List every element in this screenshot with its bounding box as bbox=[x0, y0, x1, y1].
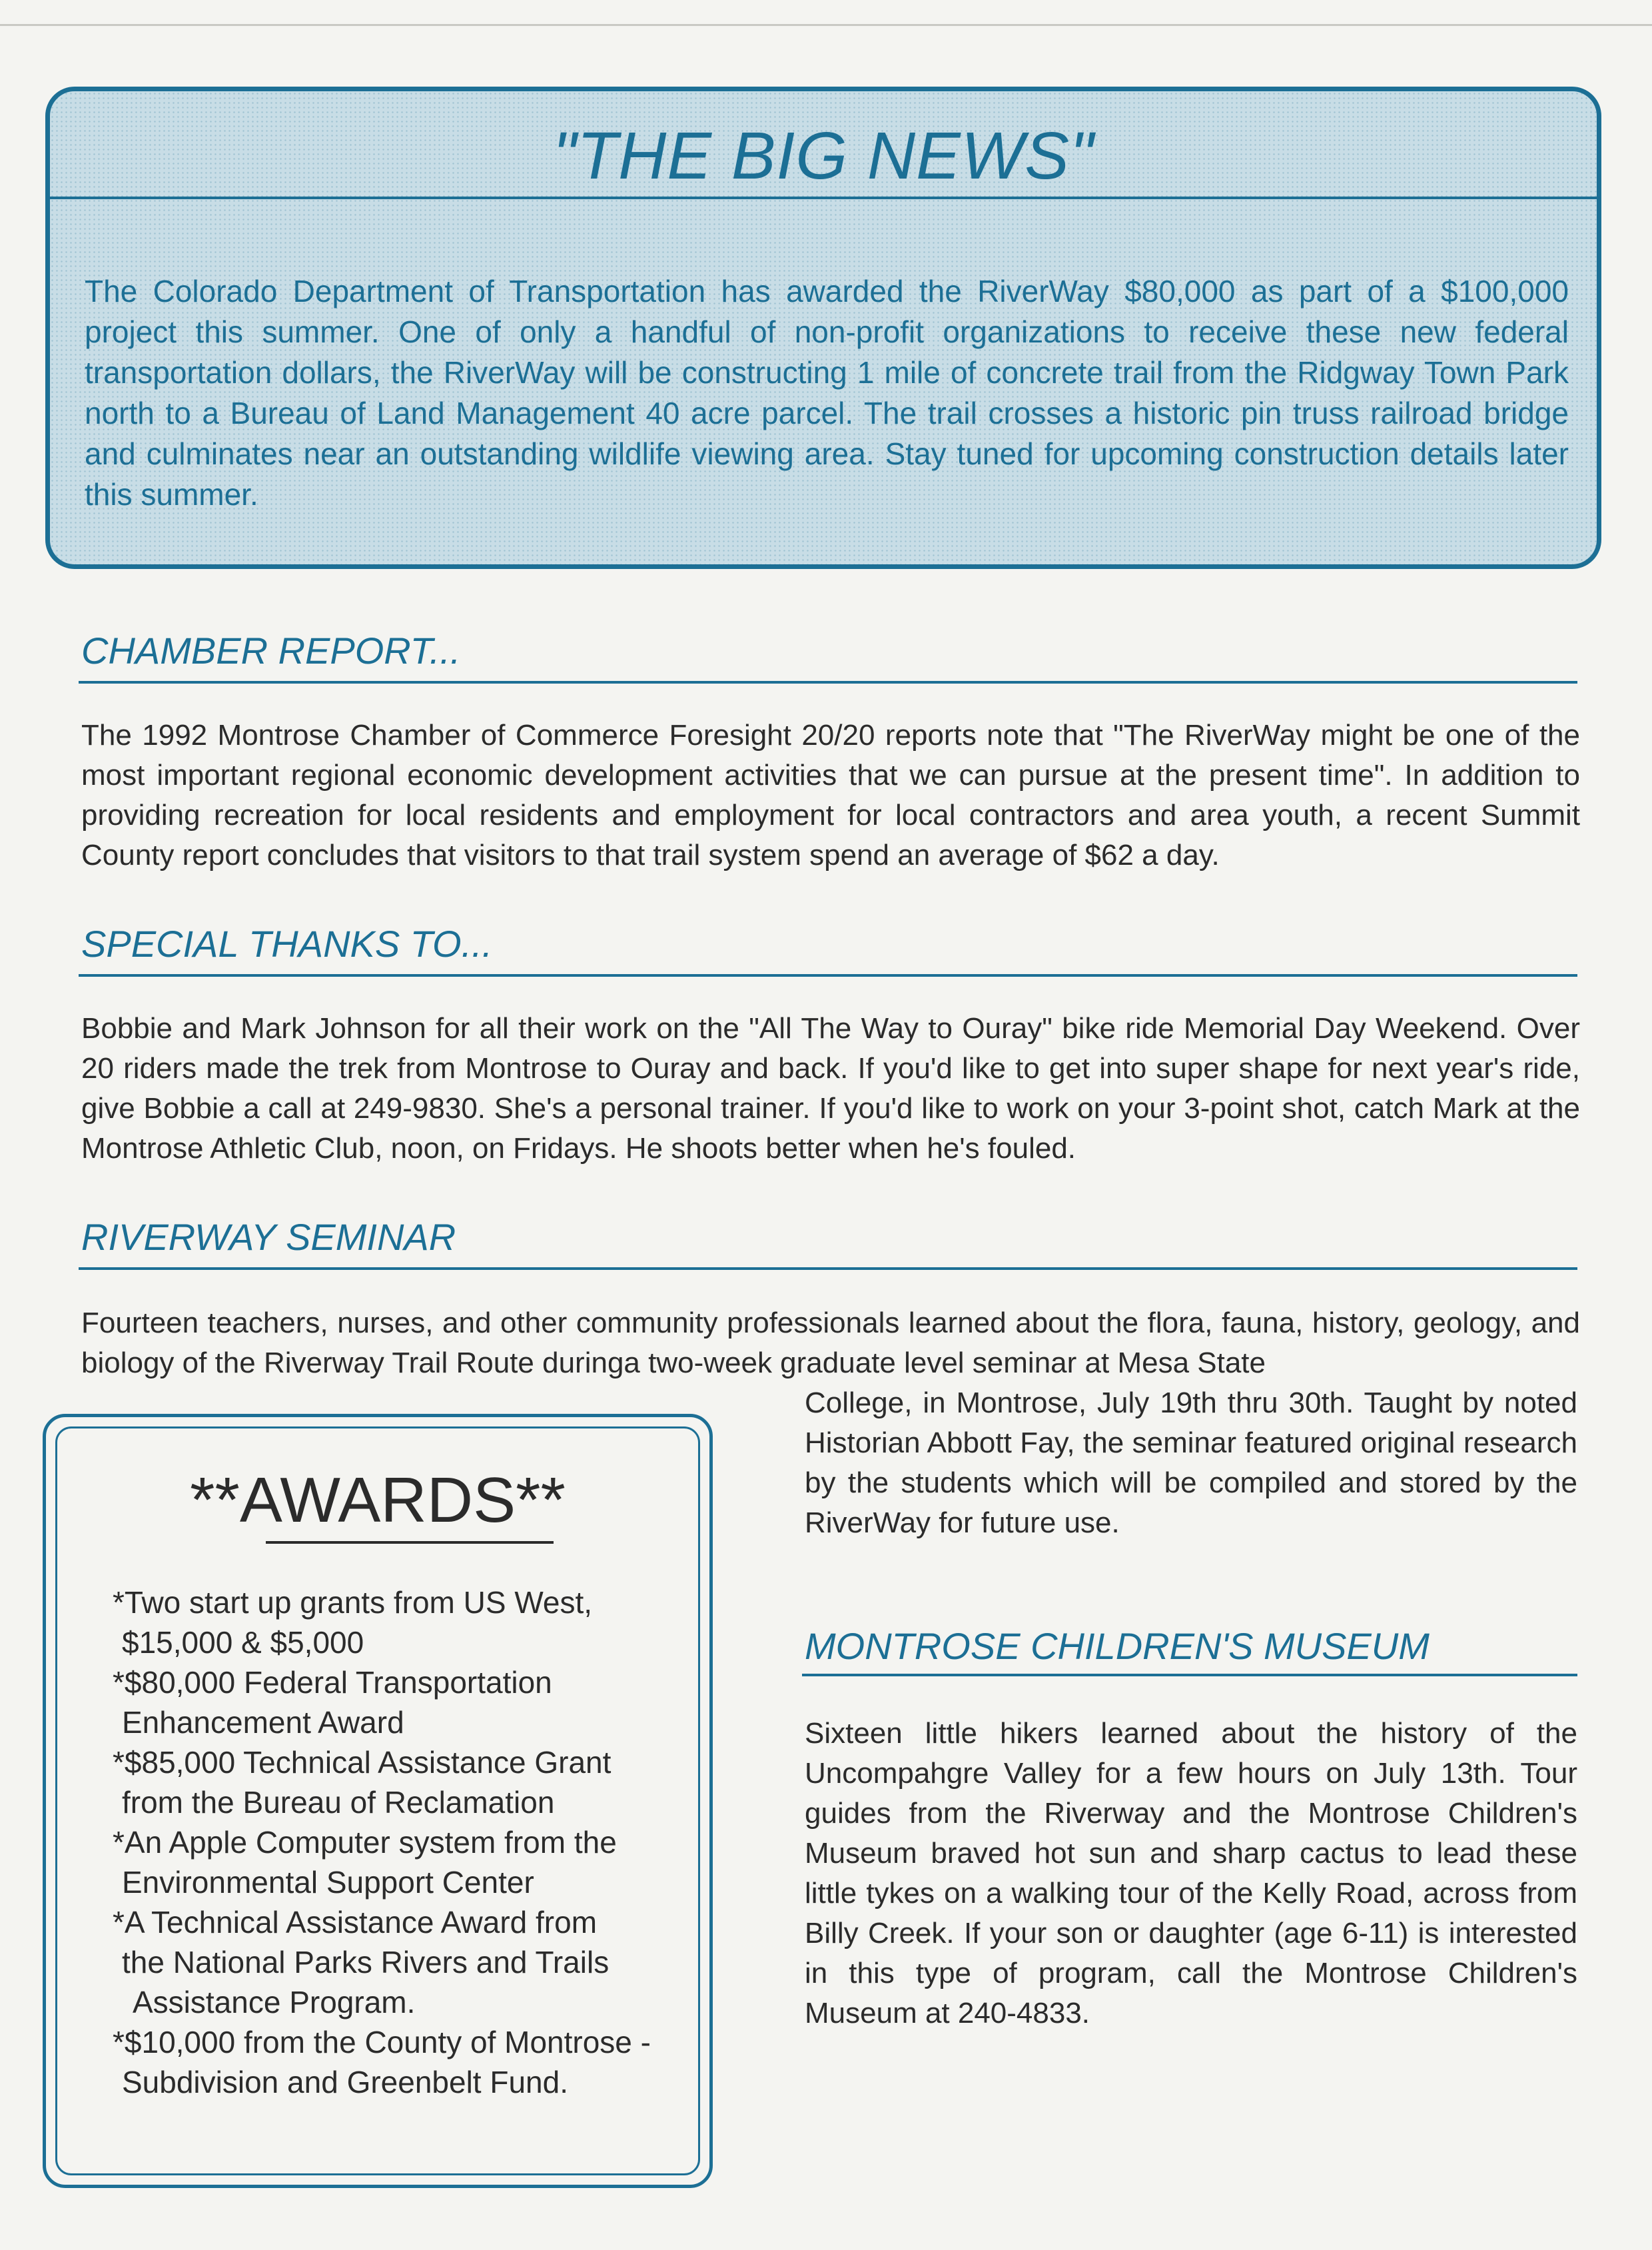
award-line-2: Environmental Support Center bbox=[122, 1865, 534, 1900]
childrens-museum-heading: MONTROSE CHILDREN'S MUSEUM bbox=[805, 1625, 1430, 1667]
riverway-seminar-text-intro: Fourteen teachers, nurses, and other community professionals learned about the flora, fauna, history, geology, and biology of the Riverway Trail Route duringa two-week graduate level seminar at Mesa State bbox=[81, 1307, 1580, 1379]
awards-title-prefix: ** bbox=[190, 1464, 240, 1536]
award-line-2: $15,000 & $5,000 bbox=[122, 1625, 364, 1660]
awards-box bbox=[43, 1414, 713, 2188]
riverway-seminar-rule bbox=[79, 1267, 1577, 1270]
awards-list bbox=[113, 1582, 699, 2102]
list-item bbox=[113, 1902, 699, 2022]
award-line-1: *$80,000 Federal Transportation bbox=[113, 1665, 552, 1700]
page-edge bbox=[0, 24, 1652, 26]
riverway-seminar-heading: RIVERWAY SEMINAR bbox=[81, 1216, 456, 1258]
awards-title-underline bbox=[266, 1541, 554, 1544]
awards-title-word: AWARDS bbox=[239, 1464, 516, 1536]
award-line-1: *A Technical Assistance Award from bbox=[113, 1905, 598, 1940]
awards-title bbox=[46, 1464, 709, 1537]
big-news-box bbox=[45, 87, 1601, 569]
special-thanks-rule bbox=[79, 974, 1577, 977]
big-news-divider bbox=[50, 197, 1597, 199]
big-news-text: The Colorado Department of Transportation has awarded the RiverWay $80,000 as part of a $100,000 project this summer. One of only a handful of non-profit organizations to receive these new federal transportation dollars, the RiverWay will be constructing 1 mile of concrete trail from the Ridgway Town Park north to a Bureau of Land Management 40 acre parcel. The trail crosses a historic pin truss railroad bridge and culminates near an outstanding wildlife viewing area. Stay tuned for upcoming construction details later this summer. bbox=[85, 274, 1569, 512]
riverway-seminar-text-continued: College, in Montrose, July 19th thru 30th. Taught by noted Historian Abbott Fay, the seminar featured original research by the students which will be compiled and stored by the RiverWay for future use. bbox=[805, 1387, 1577, 1539]
list-item bbox=[113, 1582, 699, 1662]
chamber-report-heading: CHAMBER REPORT... bbox=[81, 630, 461, 672]
award-line-2: Enhancement Award bbox=[122, 1705, 404, 1740]
list-item bbox=[113, 2022, 699, 2102]
chamber-report-rule bbox=[79, 681, 1577, 684]
childrens-museum-text: Sixteen little hikers learned about the history of the Uncompahgre Valley for a few hours on July 13th. Tour guides from the Riverway and the Montrose Children's Museum braved hot sun and sharp cactus to lead these little tykes on a walking tour of the Kelly Road, across from Billy Creek. If your son or daughter (age 6-11) is interested in this type of program, call the Montrose Children's Museum at 240-4833. bbox=[805, 1717, 1577, 2029]
award-line-2: the National Parks Rivers and Trails Assistance Program. bbox=[122, 1945, 610, 2019]
list-item bbox=[113, 1662, 699, 1742]
award-line-1: *Two start up grants from US West, bbox=[113, 1585, 593, 1620]
award-line-1: *$85,000 Technical Assistance Grant bbox=[113, 1745, 612, 1780]
chamber-report-text: The 1992 Montrose Chamber of Commerce Foresight 20/20 reports note that "The RiverWay might be one of the most important regional economic development activities that we can pursue at the present time". In addition to providing recreation for local residents and employment for local contractors and area youth, a recent Summit County report concludes that visitors to that trail system spend an average of $62 a day. bbox=[81, 719, 1580, 871]
award-line-2: from the Bureau of Reclamation bbox=[122, 1785, 555, 1820]
big-news-title: "THE BIG NEWS" bbox=[552, 119, 1094, 193]
list-item bbox=[113, 1822, 699, 1902]
special-thanks-heading: SPECIAL THANKS TO... bbox=[81, 923, 493, 965]
awards-title-suffix: ** bbox=[516, 1464, 566, 1536]
award-line-2: Subdivision and Greenbelt Fund. bbox=[122, 2065, 568, 2099]
award-line-1: *An Apple Computer system from the bbox=[113, 1825, 617, 1860]
award-line-1: *$10,000 from the County of Montrose - bbox=[113, 2025, 651, 2059]
special-thanks-text: Bobbie and Mark Johnson for all their work on the "All The Way to Ouray" bike ride Memorial Day Weekend. Over 20 riders made the trek from Montrose to Ouray and back. If you'd like to get into super shape for next year's ride, give Bobbie a call at 249-9830. She's a personal trainer. If you'd like to work on your 3-point shot, catch Mark at the Montrose Athletic Club, noon, on Fridays. He shoots better when he's fouled. bbox=[81, 1012, 1580, 1165]
childrens-museum-rule bbox=[802, 1674, 1577, 1676]
list-item bbox=[113, 1742, 699, 1822]
